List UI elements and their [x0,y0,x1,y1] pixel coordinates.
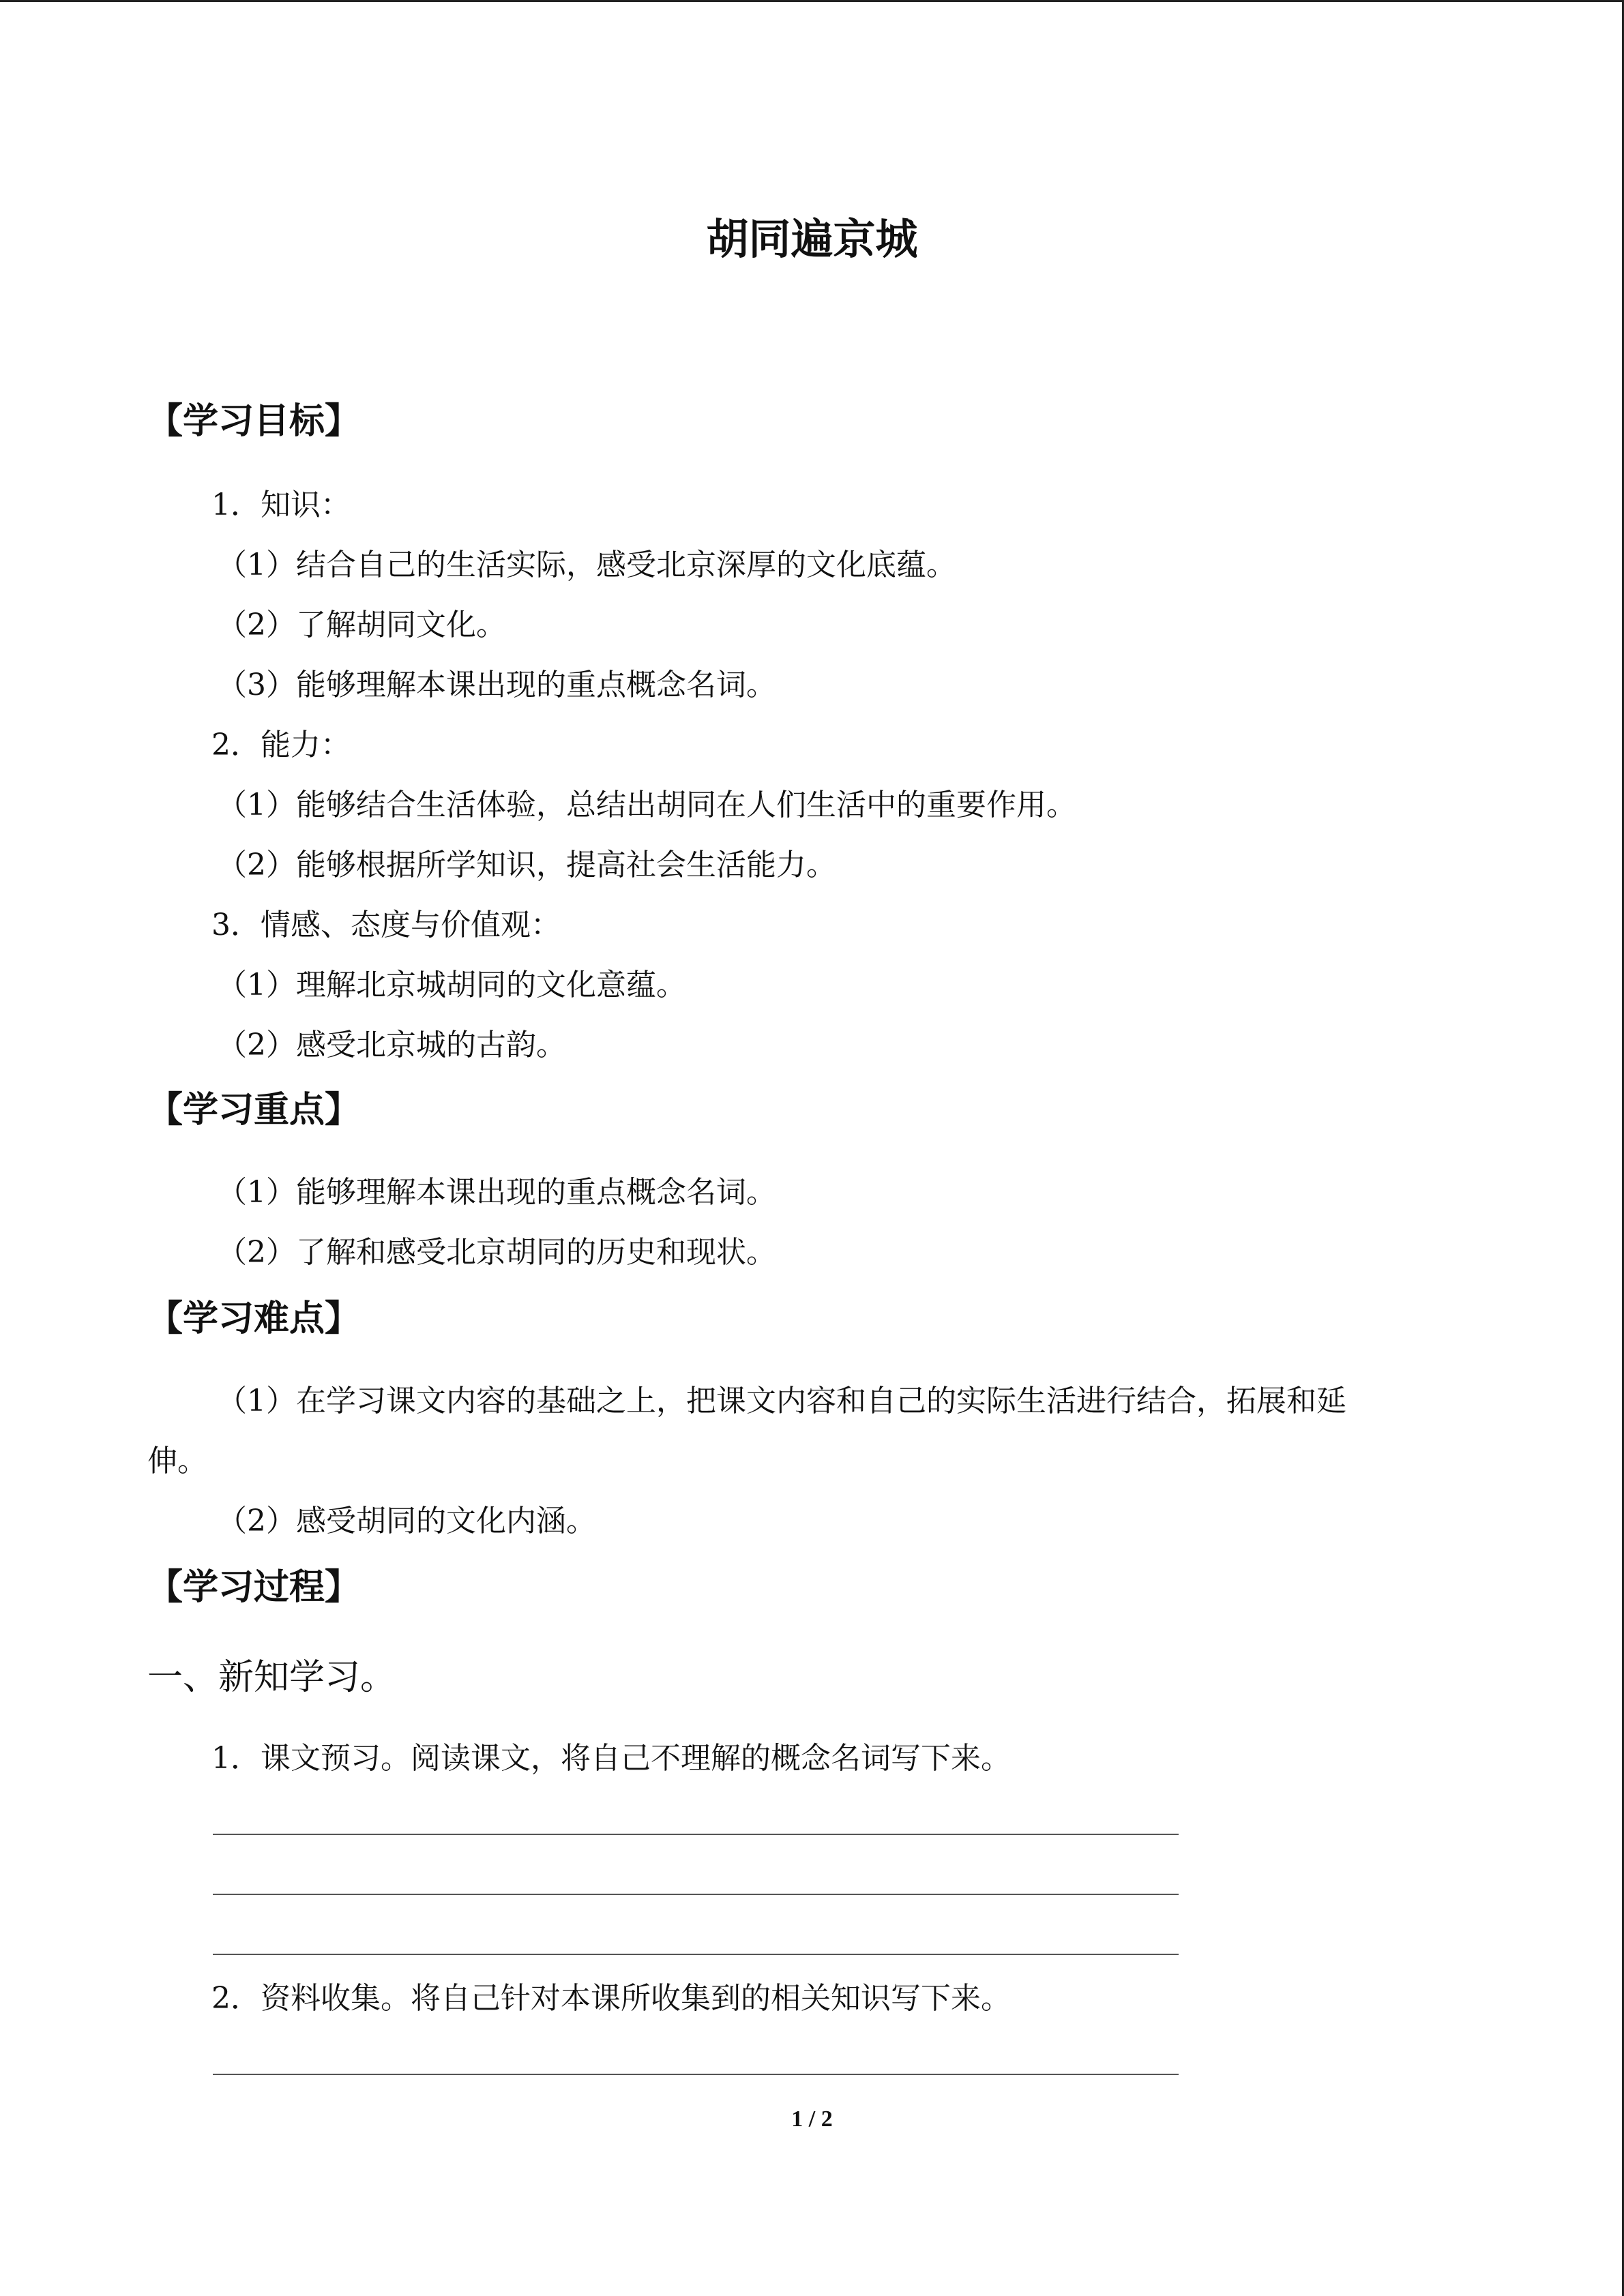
heading-process: 【学习过程】 [147,1567,361,1608]
page-title: 胡同遍京城 [706,214,918,264]
answer-line[interactable] [213,1894,1179,1895]
key-point-item: （2）了解和感受北京胡同的历史和现状。 [217,1235,776,1270]
difficulty-item-continued: 伸。 [147,1444,207,1478]
answer-line[interactable] [213,1834,1179,1835]
key-point-item: （1）能够理解本课出现的重点概念名词。 [217,1175,776,1210]
answer-line[interactable] [213,1954,1179,1955]
section-new-learning: 一、新知学习。 [147,1657,396,1698]
page-number: 1 / 2 [791,2106,833,2132]
values-item: （2）感受北京城的古韵。 [217,1028,566,1062]
task-preview: 1．课文预习。阅读课文，将自己不理解的概念名词写下来。 [211,1741,1011,1776]
difficulty-item: （2）感受胡同的文化内涵。 [217,1504,596,1538]
knowledge-item: （2）了解胡同文化。 [217,608,506,642]
ability-item: （2）能够根据所学知识，提高社会生活能力。 [217,848,836,882]
task-collect: 2．资料收集。将自己针对本课所收集到的相关知识写下来。 [211,1981,1011,2016]
ability-label: 2．能力： [211,728,351,762]
knowledge-label: 1．知识： [211,488,351,522]
heading-difficulties: 【学习难点】 [147,1298,361,1339]
heading-objectives: 【学习目标】 [147,401,361,442]
difficulty-item: （1）在学习课文内容的基础之上，把课文内容和自己的实际生活进行结合，拓展和延 [217,1384,1346,1418]
knowledge-item: （3）能够理解本课出现的重点概念名词。 [217,668,776,702]
answer-line[interactable] [213,2074,1179,2075]
values-label: 3．情感、态度与价值观： [211,908,561,942]
values-item: （1）理解北京城胡同的文化意蕴。 [217,968,686,1002]
heading-key-points: 【学习重点】 [147,1090,361,1131]
knowledge-item: （1）结合自己的生活实际，感受北京深厚的文化底蕴。 [217,548,956,582]
ability-item: （1）能够结合生活体验，总结出胡同在人们生活中的重要作用。 [217,788,1076,822]
